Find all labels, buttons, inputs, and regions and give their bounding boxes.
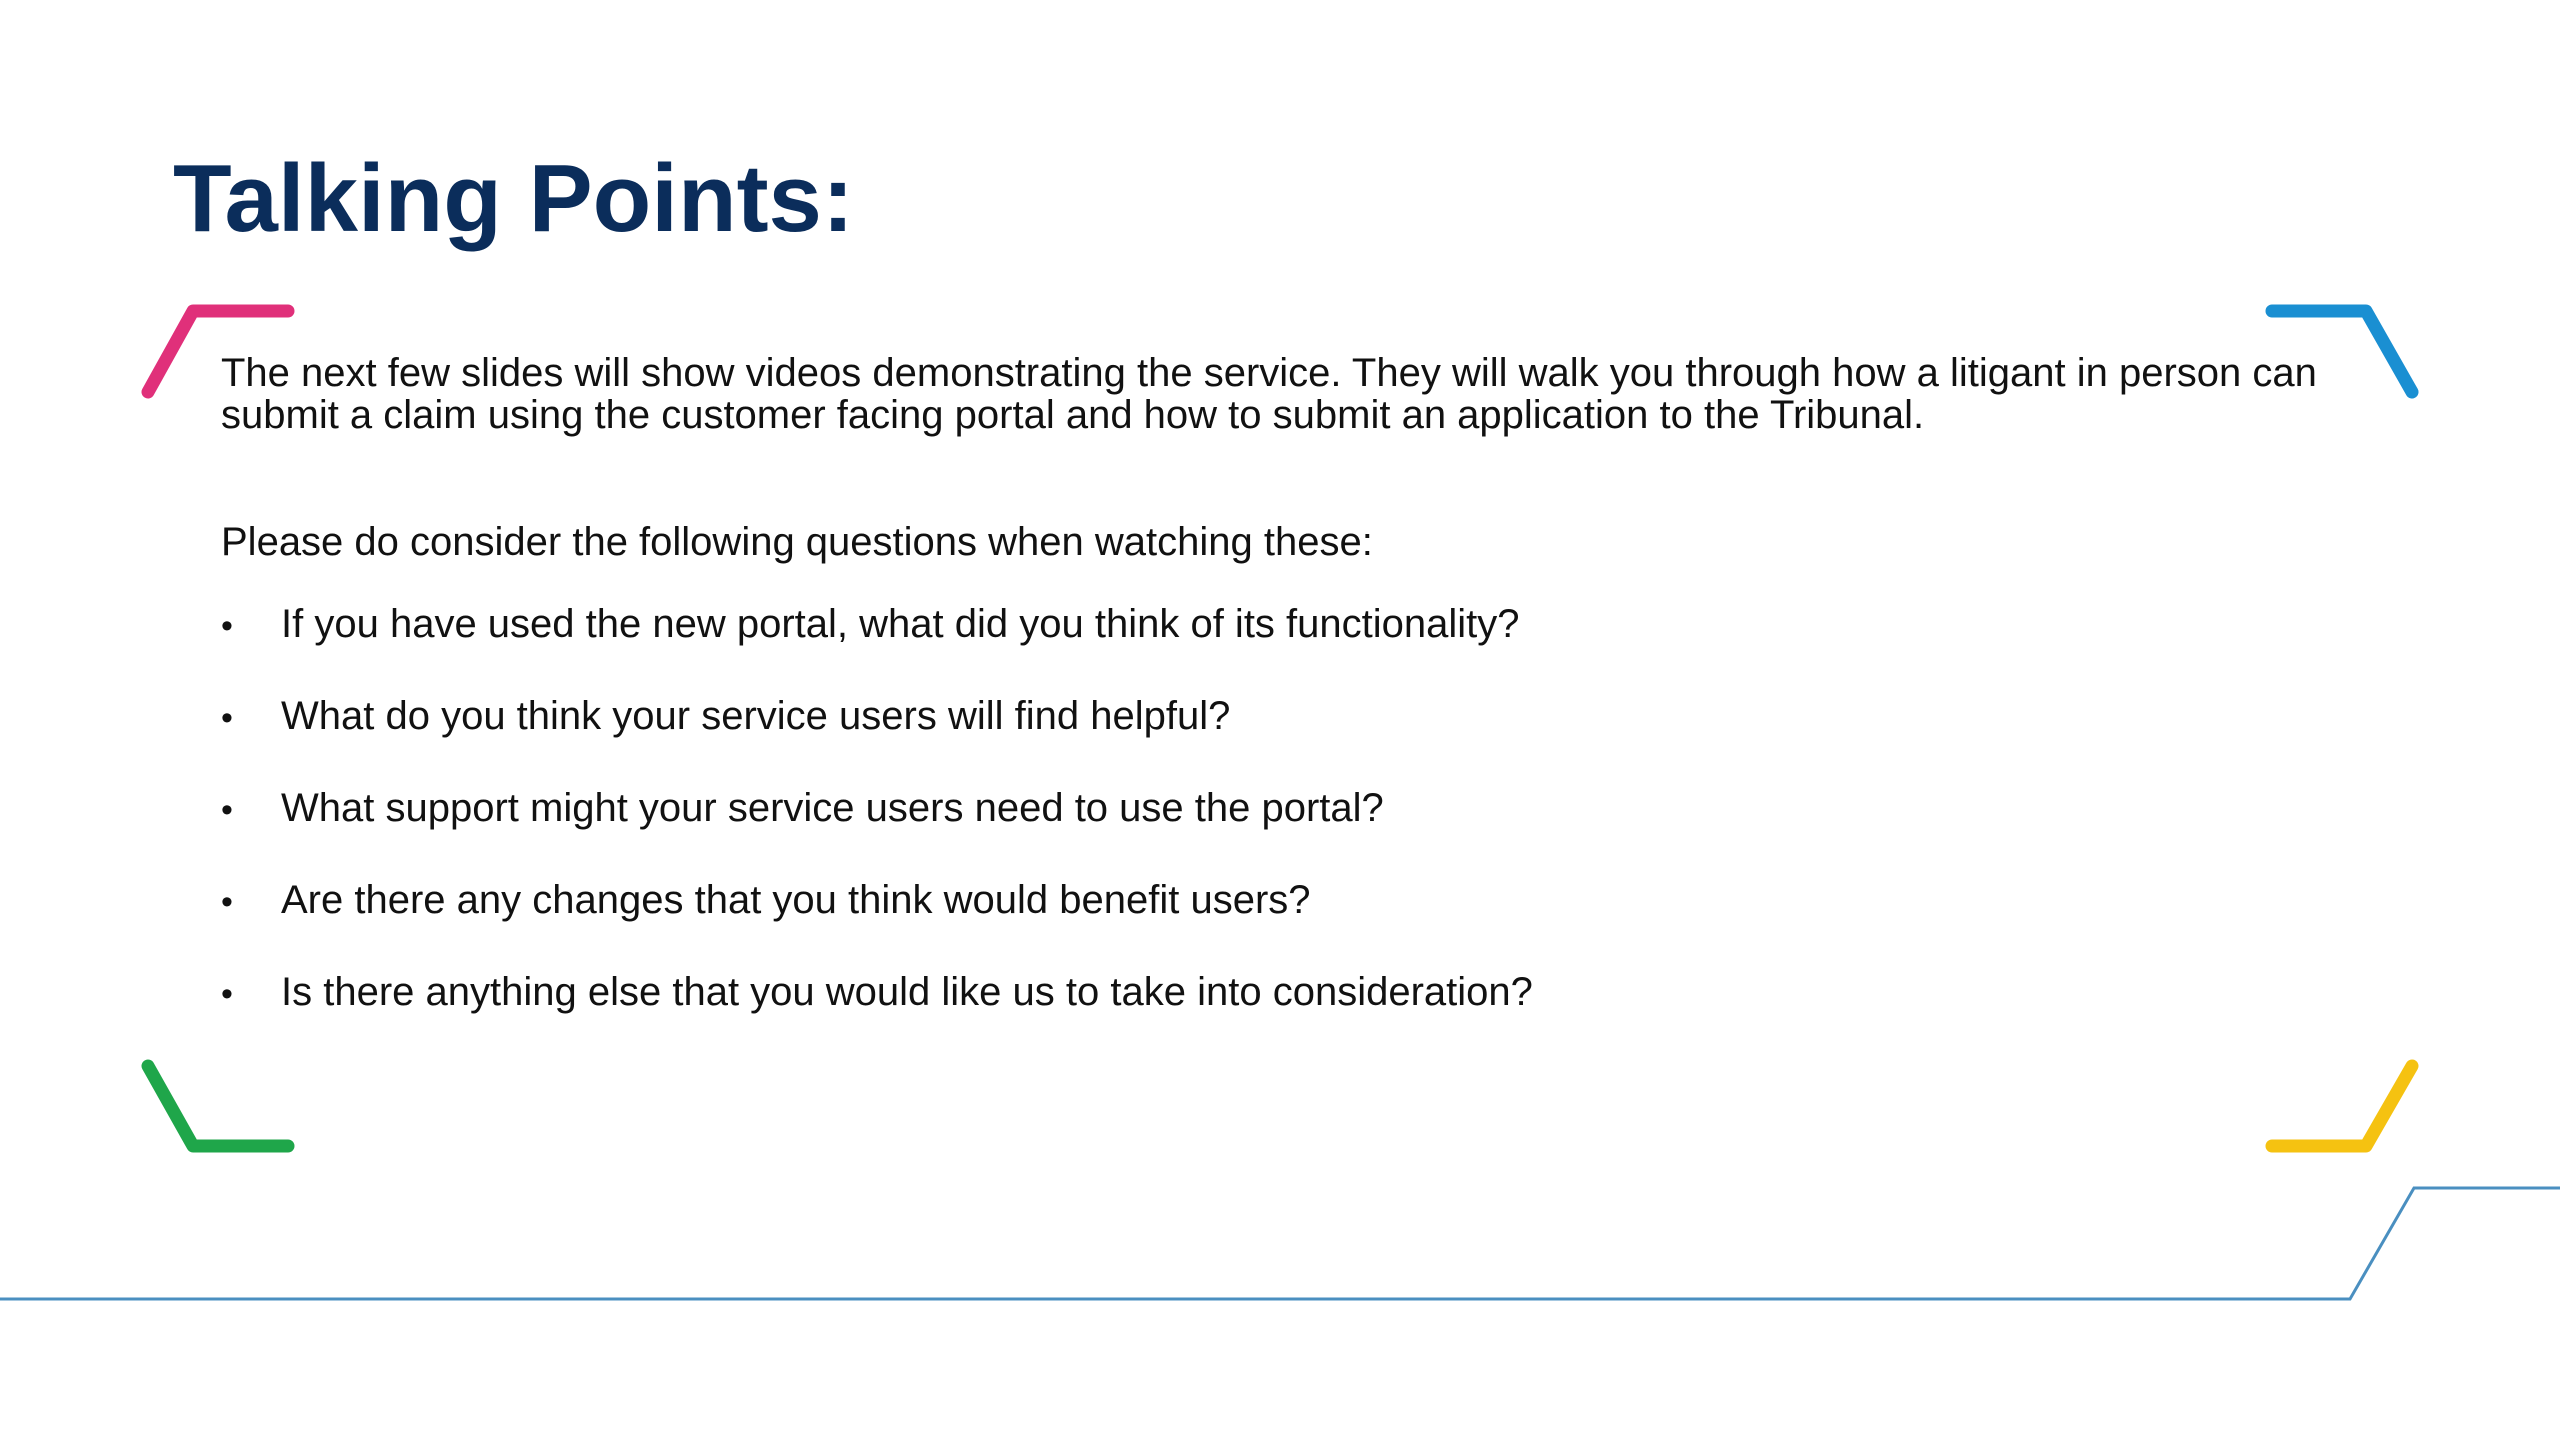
question-text: What do you think your service users will find helpful? (281, 694, 1231, 738)
questions-lead: Please do consider the following questions when watching these: (221, 520, 1373, 564)
list-item (221, 784, 1533, 876)
bullet-icon: • (221, 791, 233, 829)
question-text: What support might your service users need to use the portal? (281, 786, 1384, 830)
list-item (221, 600, 1533, 692)
bullet-icon: • (221, 607, 233, 645)
bullet-icon: • (221, 699, 233, 737)
question-text: If you have used the new portal, what did you think of its functionality? (281, 602, 1520, 646)
bracket-bottom-right (2272, 1066, 2412, 1146)
bullet-icon: • (221, 883, 233, 921)
question-text: Are there any changes that you think would benefit users? (281, 878, 1311, 922)
question-text: Is there anything else that you would like us to take into consideration? (281, 970, 1533, 1014)
intro-paragraph: The next few slides will show videos demonstrating the service. They will walk you through how a litigant in person can submit a claim using the customer facing portal and how to submit an application to the Tribunal. (221, 351, 2317, 437)
list-item (221, 968, 1533, 1060)
bracket-bottom-left (148, 1066, 288, 1146)
footer-line (0, 1188, 2560, 1299)
list-item (221, 876, 1533, 968)
list-item (221, 692, 1533, 784)
questions-list (221, 600, 1533, 1060)
slide-title: Talking Points: (173, 145, 854, 252)
bullet-icon: • (221, 975, 233, 1013)
